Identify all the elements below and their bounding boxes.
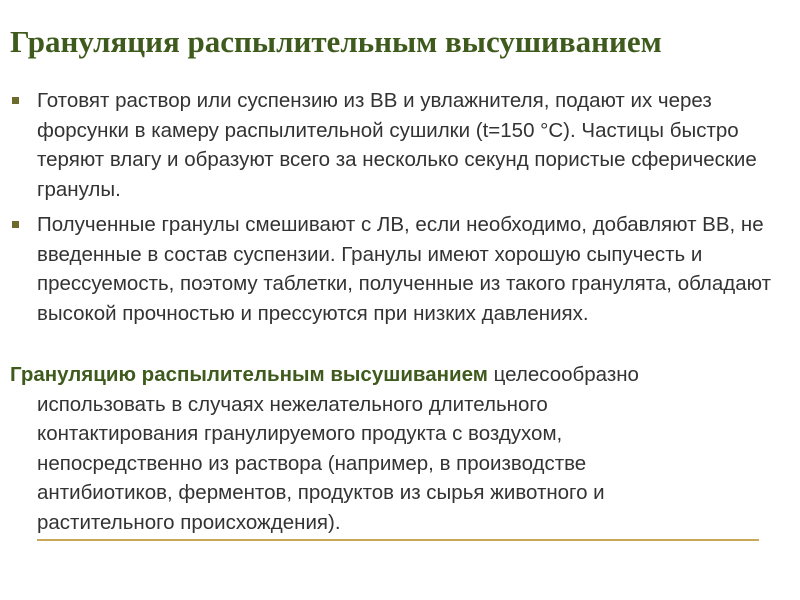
- summary-line: [10, 360, 800, 390]
- summary-emphasis: Грануляцию распылительным высушиванием: [10, 363, 488, 386]
- bullet-text: Готовят раствор или суспензию из ВВ и увлажнителя, подают их через форсунки в камеру распылительной сушилки (t=150 °С). Частицы быстро теряют влагу и образуют всего за несколько секунд пористые сферические гранулы.: [37, 89, 757, 201]
- slide-title: Грануляция распылительным высушиванием: [10, 24, 662, 59]
- summary-line: растительного происхождения).: [37, 510, 341, 534]
- summary-line: антибиотиков, ферментов, продуктов из сырья животного и: [37, 481, 605, 504]
- summary-line: непосредственно из раствора (например, в производстве: [37, 451, 587, 475]
- bullet-item: [0, 86, 800, 204]
- square-bullet-icon: [12, 221, 19, 228]
- bullet-text: Полученные гранулы смешивают с ЛВ, если необходимо, добавляют ВВ, не введенные в состав суспензии. Гранулы имеют хорошую сыпучесть и прессуемость, поэтому таблетки, полученные из такого гранулята, обладают высокой прочностью и прессуются при низких давлениях.: [37, 213, 771, 325]
- summary-line: контактирования гранулируемого продукта с воздухом,: [37, 422, 563, 445]
- bullet-item: [0, 210, 800, 328]
- footer-divider: [37, 539, 759, 541]
- square-bullet-icon: [12, 97, 19, 104]
- summary-paragraph: [10, 360, 800, 537]
- summary-first-line-rest: целесообразно: [487, 363, 639, 386]
- bullet-list: [0, 86, 800, 328]
- summary-line: использовать в случаях нежелательного длительного: [37, 392, 548, 416]
